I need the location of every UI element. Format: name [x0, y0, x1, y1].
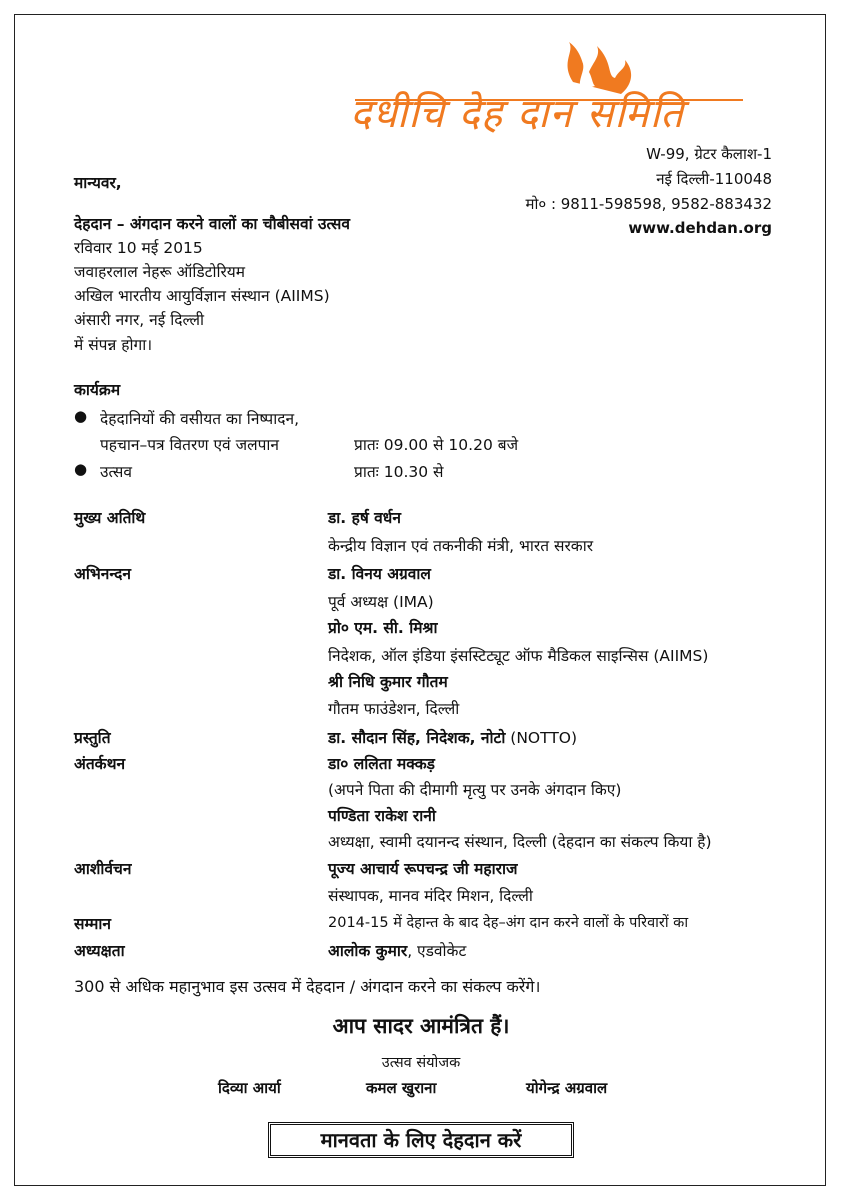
chief-guest-name: डा. हर्ष वर्धन	[328, 509, 401, 527]
slogan-box: मानवता के लिए देहदान करें	[268, 1122, 574, 1158]
chair-suffix: , एडवोकेट	[407, 942, 467, 960]
felicitation-2-desc: निदेशक, ऑल इंडिया इंसस्टिट्यूट ऑफ मैडिकल साइन्सिस (AIIMS)	[328, 647, 709, 665]
venue-line-4: में संपन्न होगा।	[74, 336, 153, 354]
invitation-text: आप सादर आमंत्रित हैं।	[332, 1014, 510, 1038]
program-item-2: उत्सव	[100, 463, 133, 481]
bullet-icon: ●	[74, 407, 88, 425]
interview-label: अंतर्कथन	[74, 755, 126, 773]
event-date: रविवार 10 मई 2015	[74, 239, 203, 257]
chief-guest-desc: केन्द्रीय विज्ञान एवं तकनीकी मंत्री, भारत सरकार	[328, 537, 594, 555]
chief-guest-label: मुख्य अतिथि	[74, 509, 146, 527]
blessing-label: आशीर्वचन	[74, 860, 132, 878]
presentation-suffix: (NOTTO)	[505, 729, 578, 747]
chair-name: आलोक कुमार	[328, 942, 408, 960]
felicitation-1-name: डा. विनय अग्रवाल	[328, 565, 431, 583]
presentation-name: डा. सौदान सिंह, निदेशक, नोटो	[328, 729, 506, 747]
program-item-1-time: प्रातः 09.00 से 10.20 बजे	[354, 436, 519, 454]
interview-1-desc: (अपने पिता की दीमागी मृत्यु पर उनके अंगदान किए)	[328, 781, 622, 799]
felicitation-3-desc: गौतम फाउंडेशन, दिल्ली	[328, 700, 460, 718]
presentation-value	[328, 726, 577, 748]
salutation: मान्यवर,	[74, 174, 122, 192]
program-heading: कार्यक्रम	[74, 381, 121, 399]
convenor-2: कमल खुराना	[366, 1079, 437, 1097]
felicitation-3-name: श्री निधि कुमार गौतम	[328, 673, 448, 691]
blessing-desc: संस्थापक, मानव मंदिर मिशन, दिल्ली	[328, 887, 533, 905]
honour-value: 2014-15 में देहान्त के बाद देह–अंग दान करने वालों के परिवारों का	[328, 915, 689, 931]
convenor-1: दिव्या आर्या	[218, 1079, 281, 1097]
venue-line-2: अखिल भारतीय आयुर्विज्ञान संस्थान (AIIMS)	[74, 287, 330, 305]
chair-label: अध्यक्षता	[74, 942, 125, 960]
felicitation-label: अभिनन्दन	[74, 565, 131, 583]
phone-numbers: मो० : 9811-598598, 9582-883432	[525, 195, 772, 213]
event-title: देहदान – अंगदान करने वालों का चौबीसवां उत्सव	[74, 215, 351, 233]
felicitation-1-desc: पूर्व अध्यक्ष (IMA)	[328, 593, 434, 611]
bullet-icon: ●	[74, 460, 88, 478]
program-item-1-line-2: पहचान–पत्र वितरण एवं जलपान	[100, 436, 280, 454]
venue-line-3: अंसारी नगर, नई दिल्ली	[74, 311, 205, 329]
interview-1-name: डा० ललिता मक्कड़	[328, 755, 435, 773]
website-link[interactable]: www.dehdan.org	[628, 219, 772, 237]
honour-label: सम्मान	[74, 915, 111, 933]
venue-line-1: जवाहरलाल नेहरू ऑडिटोरियम	[74, 263, 246, 281]
chair-value	[328, 939, 466, 961]
address-line-2: नई दिल्ली-110048	[656, 170, 772, 188]
felicitation-2-name: प्रो० एम. सी. मिश्रा	[328, 619, 438, 637]
blessing-name: पूज्य आचार्य रूपचन्द्र जी महाराज	[328, 860, 518, 878]
organization-logo-text: दधीचि देह दान समिति	[350, 91, 684, 137]
convenors-heading: उत्सव संयोजक	[381, 1055, 461, 1071]
convenor-3: योगेन्द्र अग्रवाल	[526, 1079, 608, 1097]
address-line-1: W-99, ग्रेटर कैलाश-1	[646, 145, 772, 163]
program-item-2-time: प्रातः 10.30 से	[354, 463, 444, 481]
presentation-label: प्रस्तुति	[74, 729, 111, 747]
interview-2-desc: अध्यक्षा, स्वामी दयानन्द संस्थान, दिल्ली (देहदान का संकल्प किया है)	[328, 833, 712, 851]
pledge-text: 300 से अधिक महानुभाव इस उत्सव में देहदान / अंगदान करने का संकल्प करेंगे।	[74, 977, 541, 996]
interview-2-name: पण्डिता राकेश रानी	[328, 807, 436, 825]
program-item-1-line-1: देहदानियों की वसीयत का निष्पादन,	[100, 410, 299, 428]
